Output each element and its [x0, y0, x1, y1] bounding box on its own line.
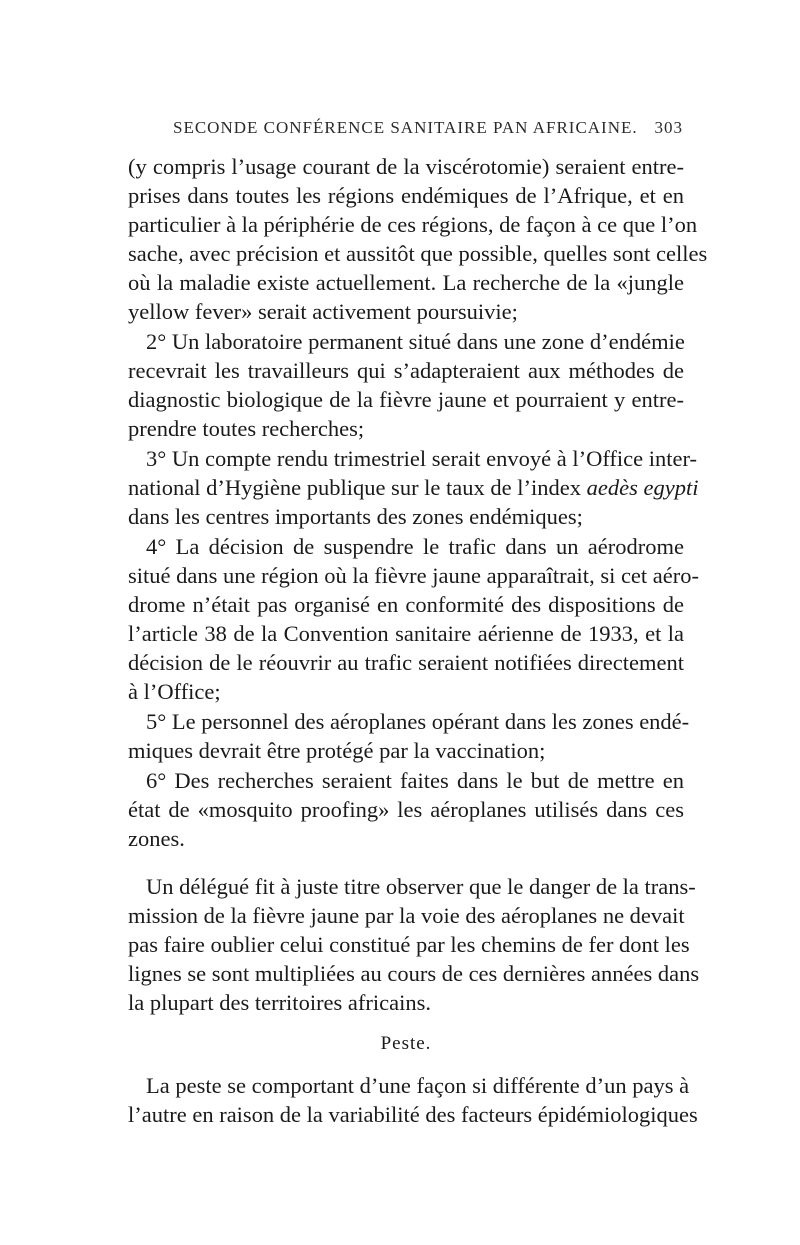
text-line: dans les centres importants des zones endémiques; [128, 504, 583, 529]
text-line: miques devrait être protégé par la vaccination; [128, 738, 546, 763]
text-line [128, 473, 699, 503]
text-line: décision de le réouvrir au trafic seraient notifiées directement [128, 650, 684, 675]
text-line: l’autre en raison de la variabilité des facteurs épidémiologiques [128, 1102, 698, 1127]
text-line: 3° Un compte rendu trimestriel serait envoyé à l’Office inter- [146, 446, 698, 471]
text-line: à l’Office; [128, 679, 221, 704]
text-line: où la maladie existe actuellement. La recherche de la «jungle [128, 270, 684, 295]
running-title: SECONDE CONFÉRENCE SANITAIRE PAN AFRICAINE. [173, 118, 638, 137]
text-line: La peste se comportant d’une façon si différente d’un pays à [146, 1073, 690, 1098]
text-line: recevrait les travailleurs qui s’adapteraient aux méthodes de [128, 358, 684, 383]
text-line: 6° Des recherches seraient faites dans le but de mettre en [146, 768, 684, 793]
page-header [173, 118, 683, 144]
text-line: lignes se sont multipliées au cours de ces dernières années dans [128, 961, 700, 986]
text-line: prises dans toutes les régions endémiques de l’Afrique, et en [128, 183, 684, 208]
text-line: zones. [128, 826, 185, 851]
text-line: sache, avec précision et aussitôt que possible, quelles sont celles [128, 241, 708, 266]
section-heading: Peste. [380, 1033, 432, 1054]
text-line: pas faire oublier celui constitué par les chemins de fer dont les [128, 932, 690, 957]
text-segment: national d’Hygiène publique sur le taux de l’index [128, 475, 587, 500]
text-line: 2° Un laboratoire permanent situé dans une zone d’endémie [146, 329, 685, 354]
text-line: drome n’était pas organisé en conformité des dispositions de [128, 592, 684, 617]
text-line: particulier à la périphérie de ces régions, de façon à ce que l’on [128, 212, 698, 237]
text-line: 4° La décision de suspendre le trafic dans un aérodrome [146, 534, 684, 559]
text-line: prendre toutes recherches; [128, 416, 365, 441]
text-line: diagnostic biologique de la fièvre jaune et pourraient y entre- [128, 387, 684, 412]
page-number: 303 [654, 118, 683, 137]
text-line: (y compris l’usage courant de la viscérotomie) seraient entre- [128, 154, 684, 179]
text-line: situé dans une région où la fièvre jaune apparaîtrait, si cet aéro- [128, 563, 700, 588]
text-line: mission de la fièvre jaune par la voie des aéroplanes ne devait [128, 903, 685, 928]
text-line: état de «mosquito proofing» les aéroplanes utilisés dans ces [128, 797, 684, 822]
text-line: l’article 38 de la Convention sanitaire aérienne de 1933, et la [128, 621, 684, 646]
text-line: la plupart des territoires africains. [128, 990, 432, 1015]
italic-species-name: aedès egypti [586, 475, 699, 500]
text-line: 5° Le personnel des aéroplanes opérant dans les zones endé- [146, 709, 690, 734]
text-line: yellow fever» serait activement poursuivie; [128, 299, 518, 324]
text-line: Un délégué fit à juste titre observer que le danger de la trans- [146, 874, 696, 899]
